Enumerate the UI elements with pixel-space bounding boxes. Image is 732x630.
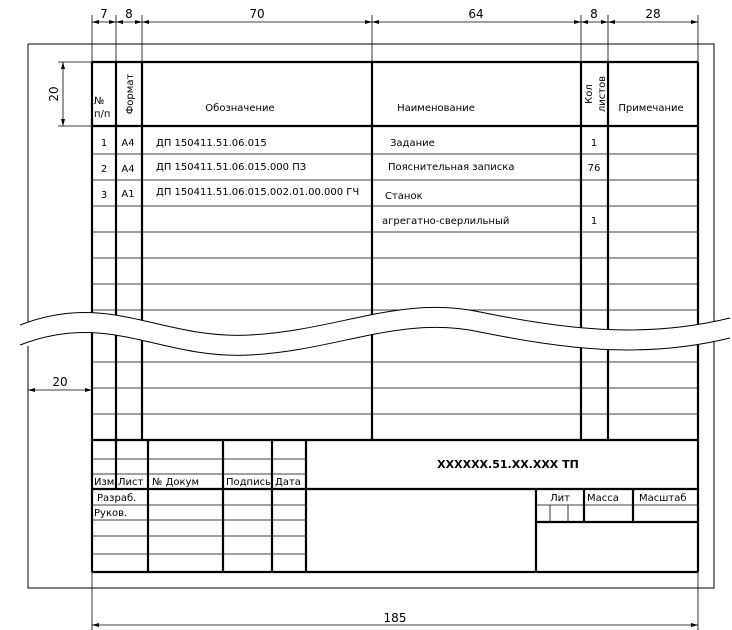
header-qty: Кол: [584, 84, 595, 104]
dim-col4: 64: [468, 7, 484, 21]
tb-doc-num: № Докум: [152, 477, 200, 488]
row2-format: А4: [121, 164, 135, 175]
row2-qty: 76: [587, 163, 601, 174]
row3-num: 3: [100, 190, 108, 201]
row1-format: А4: [121, 138, 135, 149]
header-qty2: листов: [597, 75, 608, 113]
row2-num: 2: [100, 164, 108, 175]
dim-header-height: 20: [47, 86, 61, 102]
row2-designation: ДП 150411.51.06.015.000 ПЗ: [156, 162, 307, 173]
tb-rukov: Руков.: [94, 508, 128, 519]
tb-massa: Масса: [587, 493, 619, 504]
row3-designation: ДП 150411.51.06.015.002.01.00.000 ГЧ: [156, 187, 360, 198]
tb-razrab: Разраб.: [97, 493, 137, 504]
row1-name: Задание: [390, 138, 435, 149]
dim-col2: 8: [125, 7, 133, 21]
dim-col5: 8: [590, 7, 598, 21]
tb-list: Лист: [118, 477, 144, 488]
tb-date: Дата: [275, 477, 301, 488]
document-code: ХХХХХХ.51.ХХ.ХХХ ТП: [437, 458, 579, 471]
dim-left-margin: 20: [52, 375, 68, 389]
tb-izm: Изм: [94, 477, 115, 488]
title-block-lines: [92, 440, 698, 572]
tb-lit: Лит: [550, 493, 570, 504]
header-designation: Обозначение: [205, 103, 275, 114]
row3-format: А1: [121, 189, 135, 200]
header-name: Наименование: [397, 103, 475, 114]
dim-col1: 7: [100, 7, 108, 21]
row3-name: Станок: [385, 191, 423, 202]
header-note: Примечание: [618, 103, 684, 114]
row4-qty: 1: [590, 216, 598, 227]
row1-designation: ДП 150411.51.06.015: [156, 138, 267, 149]
dim-col3: 70: [249, 7, 265, 21]
dim-col6: 28: [645, 7, 661, 21]
row4-name: агрегатно-сверлильный: [382, 216, 510, 227]
header-num: №: [94, 96, 105, 107]
header-num2: п/п: [94, 109, 111, 120]
row1-num: 1: [100, 138, 108, 149]
tb-signature: Подпись: [226, 477, 271, 488]
dim-total-width: 185: [383, 611, 407, 625]
row2-name: Пояснительная записка: [388, 162, 515, 173]
tb-masshtab: Масштаб: [639, 493, 687, 504]
row1-qty: 1: [590, 138, 598, 149]
header-format: Формат: [125, 73, 136, 115]
